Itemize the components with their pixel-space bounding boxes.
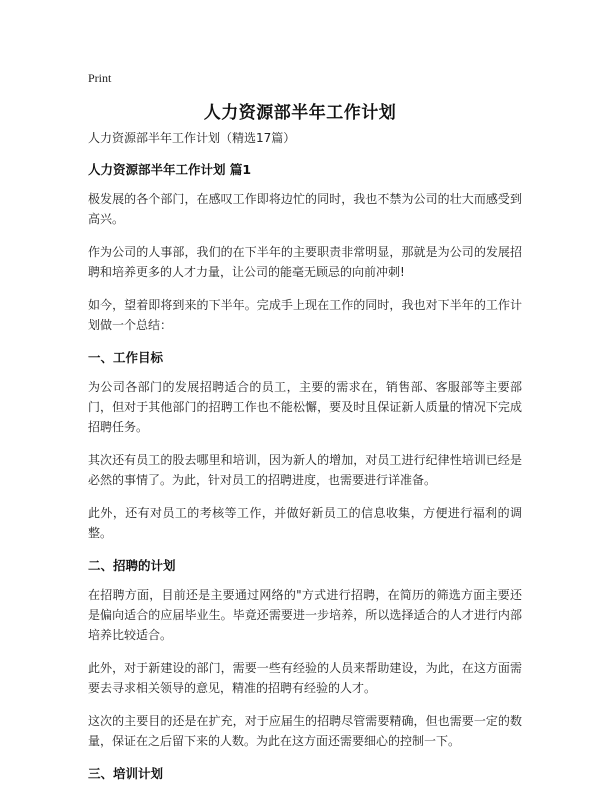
section-paragraph: 这次的主要目的还是在扩充，对于应届生的招聘尽管需要精确，但也需要一定的数量，保证在之后留下来的人数。为此在这方面还需要细心的控制一下。: [88, 714, 522, 748]
print-label[interactable]: Print: [88, 71, 112, 85]
intro-paragraph: 极发展的各个部门，在感叹工作即将边忙的同时，我也不禁为公司的壮大而感受到高兴。: [88, 192, 522, 226]
section-paragraph: 此外，对于新建设的部门，需要一些有经验的人员来帮助建设，为此，在这方面需要去寻求相关领导的意见，精准的招聘有经验的人才。: [88, 661, 522, 695]
section-heading-training: 三、培训计划: [88, 766, 164, 781]
intro-paragraph: 如今，望着即将到来的下半年。完成手上现在工作的同时，我也对下半年的工作计划做一个总结：: [88, 298, 522, 332]
article-heading: 人力资源部半年工作计划 篇1: [88, 162, 252, 177]
section-heading-goals: 一、工作目标: [88, 350, 164, 365]
page-title: 人力资源部半年工作计划: [203, 103, 397, 123]
section-paragraph: 在招聘方面，目前还是主要通过网络的"方式进行招聘，在简历的筛选方面主要还是偏向适合的应届毕业生。毕竟还需要进一步培养，所以选择适合的人才进行内部培养比较适合。: [88, 588, 522, 642]
section-paragraph: 其次还有员工的股去哪里和培训，因为新人的增加，对员工进行纪律性培训已经是必然的事情了。为此，针对员工的招聘进度，也需要进行详准备。: [88, 453, 522, 487]
document-subtitle: 人力资源部半年工作计划（精选17篇）: [88, 131, 296, 145]
section-paragraph: 为公司各部门的发展招聘适合的员工，主要的需求在，销售部、客服部等主要部门，但对于其他部门的招聘工作也不能松懈，要及时且保证新人质量的情况下完成招聘任务。: [88, 380, 522, 434]
document-body: [88, 128, 522, 793]
intro-paragraph: 作为公司的人事部，我们的在下半年的主要职责非常明显，那就是为公司的发展招聘和培养更多的人才力量，让公司的能毫无顾忌的向前冲刺!: [88, 245, 522, 279]
section-paragraph: 此外，还有对员工的考核等工作，并做好新员工的信息收集，方便进行福利的调整。: [88, 506, 522, 540]
section-heading-recruitment: 二、招聘的计划: [88, 558, 176, 573]
